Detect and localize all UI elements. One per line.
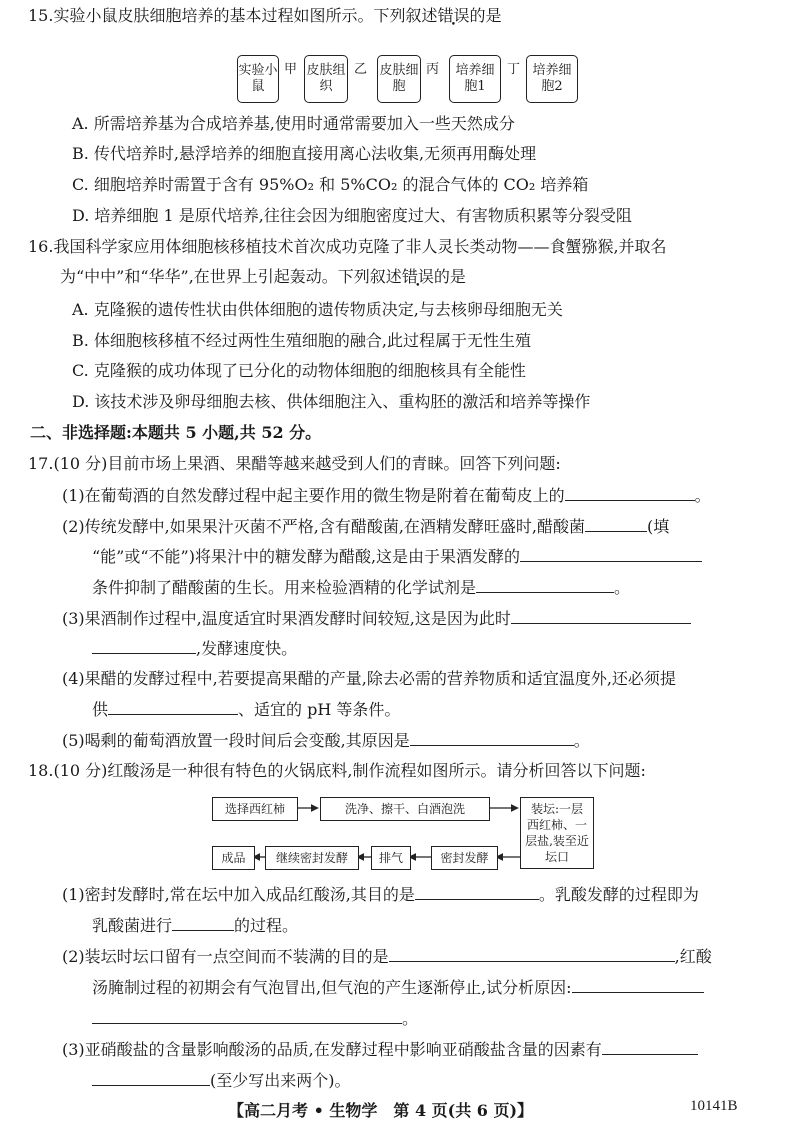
q15-option-a: A. 所需培养基为合成培养基,使用时通常需要加入一些天然成分 <box>72 114 515 133</box>
flow-label-bing: 丙 <box>426 62 440 77</box>
q18-stem: 18.(10 分)红酸汤是一种很有特色的火锅底料,制作流程如图所示。请分析回答以下问题: <box>28 761 646 780</box>
q18-part3-line1: (3)亚硝酸盐的含量影响酸汤的品质,在发酵过程中影响亚硝酸盐含量的因素有 <box>62 1037 698 1061</box>
q18-part3-line2: (至少写出来两个)。 <box>92 1068 351 1092</box>
flow-box-mouse: 实验小鼠 <box>237 55 279 103</box>
q16-option-c: C. 克隆猴的成功体现了已分化的动物体细胞的细胞核具有全能性 <box>72 361 526 380</box>
flow-box-wash: 洗净、擦干、白酒泡洗 <box>320 797 490 821</box>
q17-part3-line2: ,发酵速度快。 <box>92 636 297 660</box>
q16-stem-line2: 为“中中”和“华华”,在世界上引起轰动。下列叙述错误的是 <box>60 267 466 286</box>
q17-part5: (5)喝剩的葡萄酒放置一段时间后会变酸,其原因是 。 <box>62 728 590 752</box>
flow-box-culture-cell-1: 培养细胞1 <box>449 55 501 103</box>
flow-box-vent: 排气 <box>371 846 411 870</box>
flow-box-product: 成品 <box>212 846 255 870</box>
q18-part2-line1: (2)装坛时坛口留有一点空间而不装满的目的是 ,红酸 <box>62 944 712 968</box>
flow-box-skin-tissue: 皮肤组织 <box>304 55 348 103</box>
q16-stem-line1: 16.我国科学家应用体细胞核移植技术首次成功克隆了非人灵长类动物——食蟹猕猴,并取名 <box>28 237 667 256</box>
q17-part2-line2: “能”或“不能”)将果汁中的糖发酵为醋酸,这是由于果酒发酵的 <box>92 544 702 568</box>
answer-blank[interactable] <box>92 1006 402 1024</box>
flow-box-continue-ferment: 继续密封发酵 <box>265 846 359 870</box>
section-2-heading: 二、非选择题:本题共 5 小题,共 52 分。 <box>30 423 322 442</box>
answer-blank[interactable] <box>602 1037 698 1055</box>
q18-part1-line1: (1)密封发酵时,常在坛中加入成品红酸汤,其目的是 。乳酸发酵的过程即为 <box>62 882 699 906</box>
flow-box-select-tomato: 选择西红柿 <box>212 797 298 821</box>
answer-blank[interactable] <box>389 944 675 962</box>
q16-emphasis: 错误 <box>401 267 434 286</box>
q17-part3-line1: (3)果酒制作过程中,温度适宜时果酒发酵时间较短,这是因为此时 <box>62 606 691 630</box>
q17-part2-line3: 条件抑制了醋酸菌的生长。用来检验酒精的化学试剂是 。 <box>92 575 630 599</box>
q18-part2-line2: 汤腌制过程的初期会有气泡冒出,但气泡的产生逐渐停止,试分析原因: <box>92 975 704 999</box>
answer-blank[interactable] <box>415 882 539 900</box>
flow-box-seal-ferment: 密封发酵 <box>431 846 498 870</box>
q18-part1-line2: 乳酸菌进行 的过程。 <box>92 913 298 937</box>
q17-part2-line1: (2)传统发酵中,如果果汁灭菌不严格,含有醋酸菌,在酒精发酵旺盛时,醋酸菌 (填 <box>62 514 669 538</box>
flow-box-fill-jar: 装坛:一层西红柿、一层盐,装至近坛口 <box>520 797 594 869</box>
flow-label-yi: 乙 <box>354 62 368 77</box>
q17-stem: 17.(10 分)目前市场上果酒、果醋等越来越受到人们的青睐。回答下列问题: <box>28 454 561 473</box>
answer-blank[interactable] <box>172 913 234 931</box>
q17-part4-line2: 供 、适宜的 pH 等条件。 <box>92 697 400 721</box>
q15-stem: 15.实验小鼠皮肤细胞培养的基本过程如图所示。下列叙述错误的是 <box>28 6 502 25</box>
flow-label-jia: 甲 <box>284 62 298 77</box>
page-footer: 【高二月考 • 生物学 第 4 页(共 6 页)】 <box>228 1101 534 1120</box>
paper-code: 10141B <box>690 1098 738 1114</box>
flow-box-skin-cell: 皮肤细胞 <box>377 55 421 103</box>
q15-emphasis: 错误 <box>437 6 470 25</box>
q16-option-d: D. 该技术涉及卵母细胞去核、供体细胞注入、重构胚的激活和培养等操作 <box>72 392 591 411</box>
q17-part4-line1: (4)果醋的发酵过程中,若要提高果醋的产量,除去必需的营养物质和适宜温度外,还必须提 <box>62 669 676 688</box>
q15-option-d: D. 培养细胞 1 是原代培养,往往会因为细胞密度过大、有害物质积累等分裂受阻 <box>72 206 632 225</box>
q15-option-c: C. 细胞培养时需置于含有 95%O₂ 和 5%CO₂ 的混合气体的 CO₂ 培养箱 <box>72 175 589 194</box>
flow-label-ding: 丁 <box>507 62 521 77</box>
q16-option-b: B. 体细胞核移植不经过两性生殖细胞的融合,此过程属于无性生殖 <box>72 331 532 350</box>
q15-option-b: B. 传代培养时,悬浮培养的细胞直接用离心法收集,无须再用酶处理 <box>72 144 537 163</box>
q16-option-a: A. 克隆猴的遗传性状由供体细胞的遗传物质决定,与去核卵母细胞无关 <box>72 300 563 319</box>
q18-part2-line3: 。 <box>92 1006 418 1030</box>
q17-part1: (1)在葡萄酒的自然发酵过程中起主要作用的微生物是附着在葡萄皮上的 。 <box>62 483 711 507</box>
answer-blank[interactable] <box>92 1068 210 1086</box>
answer-blank[interactable] <box>572 975 704 993</box>
flow-box-culture-cell-2: 培养细胞2 <box>526 55 578 103</box>
